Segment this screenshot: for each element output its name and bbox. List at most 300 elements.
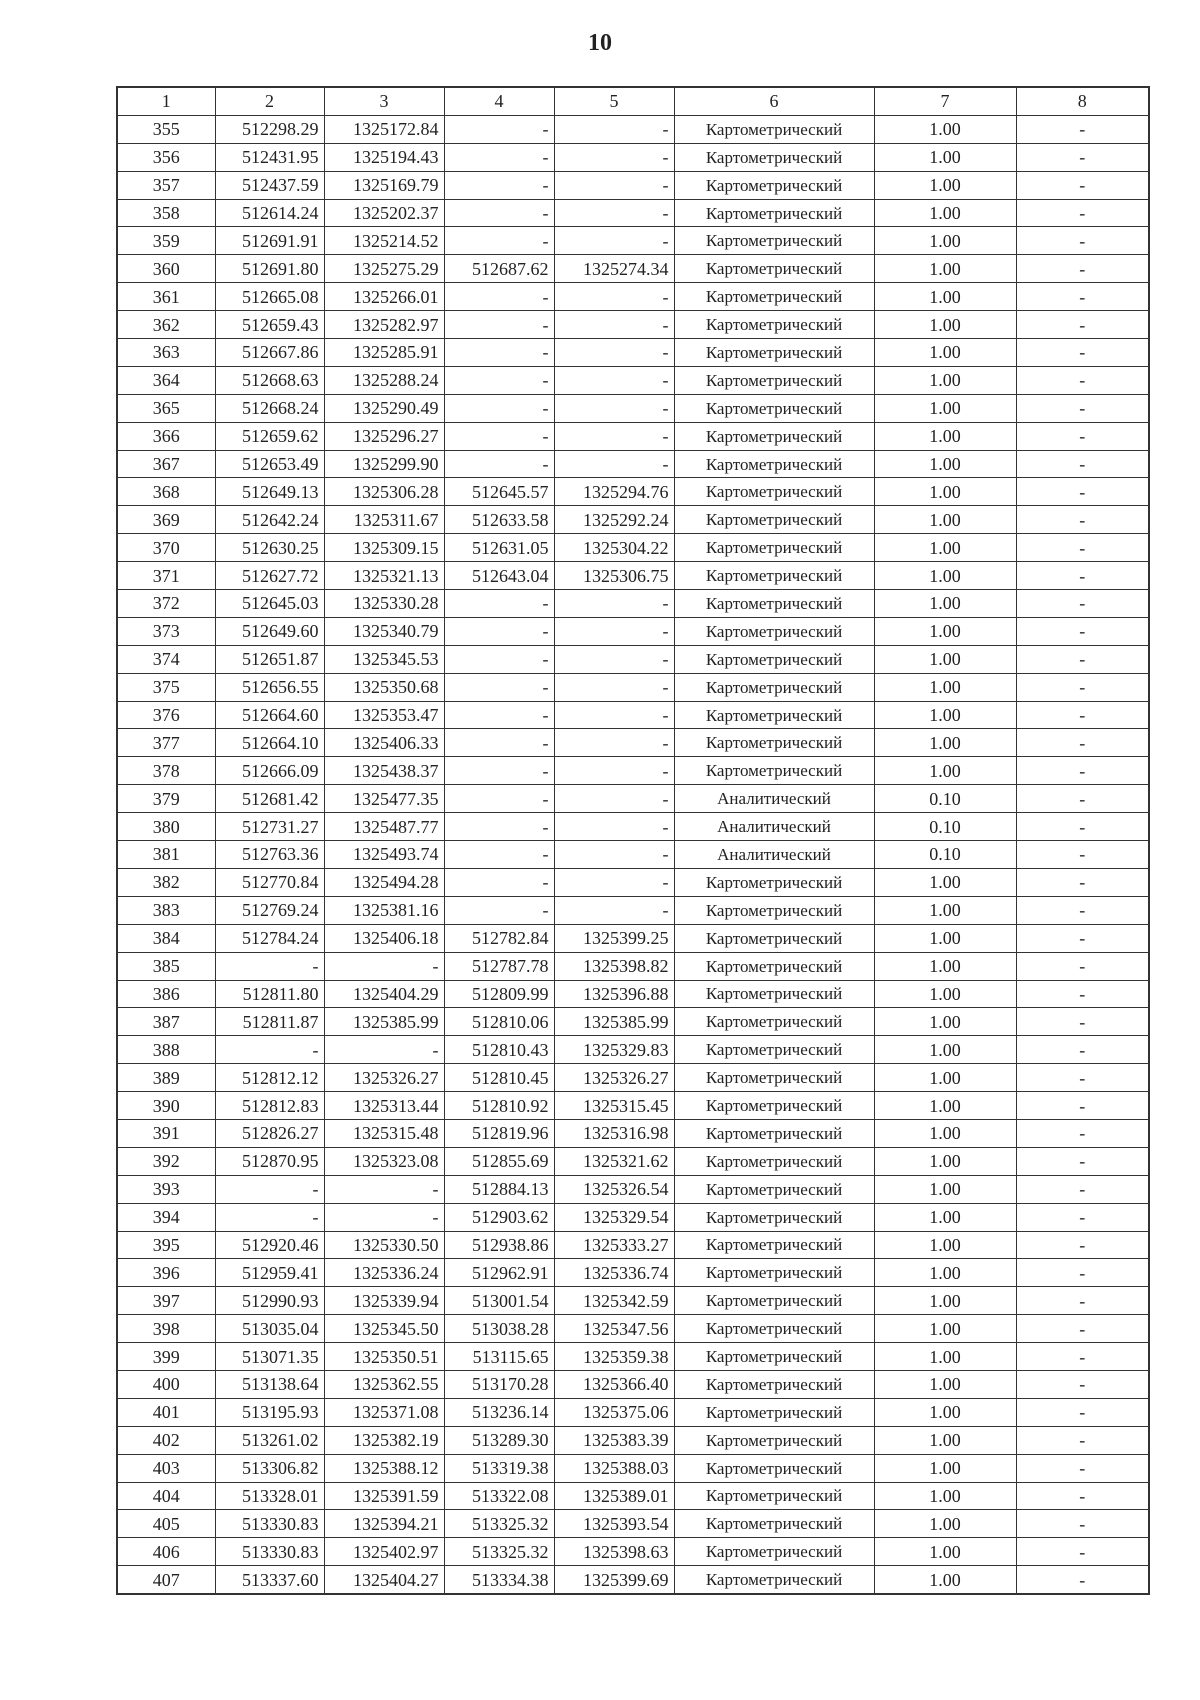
table-cell: 1.00 [874,366,1016,394]
table-cell: 512812.83 [215,1092,324,1120]
table-cell: 1.00 [874,1092,1016,1120]
table-cell: - [1016,1426,1149,1454]
table-cell: - [1016,868,1149,896]
table-cell: 1.00 [874,115,1016,143]
table-cell: 1325275.29 [324,255,444,283]
table-cell: 370 [117,534,215,562]
table-row [117,841,1149,869]
table-cell: 1325306.28 [324,478,444,506]
table-cell: 512668.63 [215,366,324,394]
table-cell: 1.00 [874,227,1016,255]
table-cell: - [1016,1259,1149,1287]
column-header: 8 [1016,87,1149,115]
table-cell: - [1016,171,1149,199]
table-cell: - [444,896,554,924]
table-cell: 512826.27 [215,1119,324,1147]
table-cell: - [444,115,554,143]
table-cell: Картометрический [674,617,874,645]
table-cell: 513319.38 [444,1454,554,1482]
table-cell: 512656.55 [215,673,324,701]
table-cell: 512666.09 [215,757,324,785]
table-cell: Картометрический [674,1398,874,1426]
table-cell: 358 [117,199,215,227]
table-row [117,813,1149,841]
table-row [117,450,1149,478]
table-cell: - [554,171,674,199]
table-cell: 362 [117,311,215,339]
table-cell: 1325194.43 [324,143,444,171]
table-cell: - [1016,1036,1149,1064]
table-cell: 1325330.50 [324,1231,444,1259]
table-cell: 513261.02 [215,1426,324,1454]
table-cell: 1.00 [874,1370,1016,1398]
table-cell: 1325304.22 [554,534,674,562]
table-row [117,311,1149,339]
table-cell: Картометрический [674,757,874,785]
table-cell: - [554,841,674,869]
table-row [117,171,1149,199]
table-cell: 512819.96 [444,1119,554,1147]
table-cell: - [1016,1538,1149,1566]
table-cell: - [554,785,674,813]
table-cell: Картометрический [674,590,874,618]
table-cell: 512920.46 [215,1231,324,1259]
table-cell: 1325214.52 [324,227,444,255]
table-cell: 1325172.84 [324,115,444,143]
table-row [117,590,1149,618]
table-row [117,143,1149,171]
table-cell: 359 [117,227,215,255]
table-cell: 512649.60 [215,617,324,645]
table-cell: - [554,645,674,673]
table-cell: 512938.86 [444,1231,554,1259]
table-row [117,868,1149,896]
table-cell: 1325169.79 [324,171,444,199]
table-cell: - [554,868,674,896]
table-row [117,199,1149,227]
table-cell: 1325404.27 [324,1566,444,1594]
table-cell: 361 [117,283,215,311]
table-cell: 1325321.62 [554,1147,674,1175]
table-cell: - [1016,1064,1149,1092]
table-cell: - [554,813,674,841]
table-cell: - [1016,227,1149,255]
table-cell: Картометрический [674,701,874,729]
table-cell: 1.00 [874,980,1016,1008]
table-cell: Картометрический [674,115,874,143]
table-cell: - [444,868,554,896]
table-cell: 1325315.48 [324,1119,444,1147]
table-cell: 391 [117,1119,215,1147]
table-cell: 1.00 [874,143,1016,171]
table-cell: 355 [117,115,215,143]
table-cell: 1325326.27 [324,1064,444,1092]
table-cell: 1325321.13 [324,562,444,590]
column-header: 3 [324,87,444,115]
table-cell: 384 [117,924,215,952]
table-cell: 512787.78 [444,952,554,980]
table-cell: 512431.95 [215,143,324,171]
table-cell: 1325336.24 [324,1259,444,1287]
table-cell: 1325288.24 [324,366,444,394]
table-cell: 1325396.88 [554,980,674,1008]
table-cell: - [554,729,674,757]
table-row [117,701,1149,729]
table-cell: 378 [117,757,215,785]
table-cell: 365 [117,394,215,422]
table-cell: 512810.92 [444,1092,554,1120]
table-cell: 512659.62 [215,422,324,450]
table-cell: Картометрический [674,1426,874,1454]
table-cell: - [324,1175,444,1203]
table-cell: Картометрический [674,896,874,924]
table-cell: 1.00 [874,1426,1016,1454]
table-cell: 1325366.40 [554,1370,674,1398]
table-cell: Аналитический [674,841,874,869]
table-cell: 1325389.01 [554,1482,674,1510]
table-cell: - [1016,924,1149,952]
table-cell: 512667.86 [215,339,324,367]
table-cell: Картометрический [674,199,874,227]
table-cell: 395 [117,1231,215,1259]
table-cell: - [444,339,554,367]
table-cell: 513328.01 [215,1482,324,1510]
table-cell: - [444,450,554,478]
table-cell: 1.00 [874,896,1016,924]
table-cell: 1.00 [874,1175,1016,1203]
table-cell: 1.00 [874,1008,1016,1036]
table-cell: Картометрический [674,366,874,394]
table-row [117,255,1149,283]
table-cell: - [1016,1343,1149,1371]
table-row [117,1036,1149,1064]
table-cell: 512664.10 [215,729,324,757]
table-cell: 1.00 [874,1566,1016,1594]
table-cell: - [1016,255,1149,283]
table-cell: 389 [117,1064,215,1092]
table-cell: 1325402.97 [324,1538,444,1566]
table-cell: - [554,757,674,785]
table-row [117,952,1149,980]
table-cell: - [1016,1203,1149,1231]
table-cell: 1.00 [874,1287,1016,1315]
table-cell: Картометрический [674,1538,874,1566]
table-cell: 512884.13 [444,1175,554,1203]
table-cell: 1325477.35 [324,785,444,813]
table-cell: - [1016,283,1149,311]
table-cell: - [1016,1008,1149,1036]
table-cell: - [1016,506,1149,534]
table-cell: 1325406.33 [324,729,444,757]
table-cell: Картометрический [674,506,874,534]
table-cell: - [554,590,674,618]
table-cell: 1325266.01 [324,283,444,311]
table-cell: Картометрический [674,422,874,450]
table-cell: 512649.13 [215,478,324,506]
table-cell: 1.00 [874,1510,1016,1538]
table-cell: - [444,199,554,227]
table-cell: 369 [117,506,215,534]
table-cell: 512769.24 [215,896,324,924]
table-cell: - [554,339,674,367]
table-cell: 1.00 [874,1064,1016,1092]
table-cell: - [1016,980,1149,1008]
table-cell: 356 [117,143,215,171]
table-cell: - [1016,590,1149,618]
table-cell: - [444,673,554,701]
table-cell: Картометрический [674,673,874,701]
table-cell: 1325398.82 [554,952,674,980]
table-row [117,1231,1149,1259]
table-cell: - [444,729,554,757]
table-cell: 1.00 [874,171,1016,199]
table-row [117,422,1149,450]
table-cell: Картометрический [674,868,874,896]
table-cell: - [554,394,674,422]
table-cell: Картометрический [674,283,874,311]
table-cell: 512631.05 [444,534,554,562]
table-cell: 403 [117,1454,215,1482]
table-cell: - [444,757,554,785]
table-cell: - [1016,562,1149,590]
table-cell: - [1016,199,1149,227]
table-cell: - [1016,1315,1149,1343]
table-cell: 1325388.03 [554,1454,674,1482]
table-cell: 1.00 [874,394,1016,422]
table-cell: 1325292.24 [554,506,674,534]
table-cell: 1.00 [874,757,1016,785]
table-row [117,1510,1149,1538]
table-cell: - [444,841,554,869]
table-cell: Картометрический [674,339,874,367]
column-header: 1 [117,87,215,115]
table-cell: 1325350.68 [324,673,444,701]
table-cell: 512630.25 [215,534,324,562]
table-cell: - [444,283,554,311]
table-cell: 513289.30 [444,1426,554,1454]
table-cell: - [1016,1119,1149,1147]
table-cell: 363 [117,339,215,367]
table-cell: 512812.12 [215,1064,324,1092]
table-cell: Картометрический [674,255,874,283]
table-cell: 0.10 [874,785,1016,813]
table-row [117,1092,1149,1120]
table-cell: 512903.62 [444,1203,554,1231]
table-cell: - [1016,1398,1149,1426]
table-row [117,1426,1149,1454]
table-cell: 1325399.25 [554,924,674,952]
table-cell: 366 [117,422,215,450]
table-cell: 1325299.90 [324,450,444,478]
table-cell: 1325306.75 [554,562,674,590]
table-cell: 513035.04 [215,1315,324,1343]
column-header: 7 [874,87,1016,115]
table-cell: 371 [117,562,215,590]
table-cell: - [1016,1370,1149,1398]
table-cell: 1.00 [874,534,1016,562]
table-row [117,980,1149,1008]
table-cell: - [1016,757,1149,785]
table-cell: 1325316.98 [554,1119,674,1147]
table-cell: 1325315.45 [554,1092,674,1120]
table-cell: - [1016,1092,1149,1120]
table-cell: 1.00 [874,1454,1016,1482]
table-cell: 1325388.12 [324,1454,444,1482]
table-cell: 513306.82 [215,1454,324,1482]
table-cell: - [1016,813,1149,841]
table-cell: 402 [117,1426,215,1454]
table-cell: 1325375.06 [554,1398,674,1426]
table-cell: 404 [117,1482,215,1510]
table-cell: 1.00 [874,952,1016,980]
table-cell: 1325326.27 [554,1064,674,1092]
table-cell: Картометрический [674,1147,874,1175]
table-cell: 513330.83 [215,1510,324,1538]
table-cell: - [554,617,674,645]
table-cell: 1325350.51 [324,1343,444,1371]
table-cell: 397 [117,1287,215,1315]
table-cell: 512298.29 [215,115,324,143]
table-cell: 512962.91 [444,1259,554,1287]
table-row [117,506,1149,534]
table-cell: - [324,1036,444,1064]
table-cell: Аналитический [674,785,874,813]
table-cell: 1325383.39 [554,1426,674,1454]
table-cell: Картометрический [674,1203,874,1231]
table-cell: 1325296.27 [324,422,444,450]
table-row [117,227,1149,255]
table-cell: - [1016,311,1149,339]
table-cell: 381 [117,841,215,869]
table-cell: 396 [117,1259,215,1287]
table-cell: - [444,366,554,394]
table-cell: - [1016,1147,1149,1175]
table-cell: 368 [117,478,215,506]
table-cell: 1.00 [874,1398,1016,1426]
table-row [117,673,1149,701]
table-cell: 0.10 [874,841,1016,869]
table-cell: - [1016,896,1149,924]
table-cell: 1.00 [874,1147,1016,1175]
table-cell: 1.00 [874,255,1016,283]
table-cell: 512645.57 [444,478,554,506]
table-cell: 512687.62 [444,255,554,283]
table-cell: 513170.28 [444,1370,554,1398]
table-cell: 1325323.08 [324,1147,444,1175]
table-cell: - [1016,115,1149,143]
table-cell: Картометрический [674,1287,874,1315]
table-cell: 1325438.37 [324,757,444,785]
column-header: 6 [674,87,874,115]
table-row [117,534,1149,562]
table-cell: 390 [117,1092,215,1120]
table-row [117,1064,1149,1092]
table-cell: - [1016,534,1149,562]
table-row [117,1343,1149,1371]
column-header: 5 [554,87,674,115]
table-cell: 1.00 [874,1036,1016,1064]
table-body [117,87,1149,1594]
table-cell: - [554,143,674,171]
table-cell: 1325345.53 [324,645,444,673]
table-cell: 512681.42 [215,785,324,813]
table-cell: 1.00 [874,645,1016,673]
table-cell: Картометрический [674,1566,874,1594]
table-cell: 380 [117,813,215,841]
table-cell: - [215,1203,324,1231]
table-row [117,729,1149,757]
table-cell: 512870.95 [215,1147,324,1175]
table-cell: 388 [117,1036,215,1064]
table-row [117,366,1149,394]
table-row [117,562,1149,590]
table-row [117,1175,1149,1203]
table-cell: - [1016,143,1149,171]
table-cell: 1325391.59 [324,1482,444,1510]
table-cell: - [1016,1454,1149,1482]
table-cell: - [444,394,554,422]
table-cell: 1.00 [874,673,1016,701]
table-cell: Картометрический [674,1036,874,1064]
table-cell: 1325381.16 [324,896,444,924]
table-cell: 1.00 [874,1259,1016,1287]
table-cell: 1325394.21 [324,1510,444,1538]
table-row [117,896,1149,924]
table-cell: Аналитический [674,813,874,841]
table-cell: 1325336.74 [554,1259,674,1287]
table-cell: - [554,366,674,394]
table-cell: 512770.84 [215,868,324,896]
table-cell: - [1016,478,1149,506]
table-cell: 1.00 [874,422,1016,450]
table-cell: - [444,422,554,450]
table-cell: 1.00 [874,729,1016,757]
table-cell: Картометрический [674,1092,874,1120]
table-cell: 512810.45 [444,1064,554,1092]
table-cell: 1.00 [874,1482,1016,1510]
table-cell: 1325404.29 [324,980,444,1008]
table-cell: - [324,1203,444,1231]
table-cell: 1.00 [874,1343,1016,1371]
table-cell: 1.00 [874,199,1016,227]
table-row [117,1370,1149,1398]
table-cell: - [554,227,674,255]
table-cell: 512627.72 [215,562,324,590]
table-cell: - [1016,673,1149,701]
table-cell: Картометрический [674,1510,874,1538]
table-cell: 513236.14 [444,1398,554,1426]
table-cell: 513138.64 [215,1370,324,1398]
table-cell: 1325494.28 [324,868,444,896]
table-cell: 1325362.55 [324,1370,444,1398]
table-cell: - [1016,729,1149,757]
table-cell: Картометрический [674,1343,874,1371]
table-cell: 512651.87 [215,645,324,673]
table-cell: - [1016,617,1149,645]
table-cell: 513115.65 [444,1343,554,1371]
table-cell: - [1016,1175,1149,1203]
table-cell: 512811.87 [215,1008,324,1036]
table-cell: 1325311.67 [324,506,444,534]
table-cell: 1.00 [874,478,1016,506]
table-row [117,478,1149,506]
table-cell: 512811.80 [215,980,324,1008]
table-cell: 1325340.79 [324,617,444,645]
table-cell: 1.00 [874,283,1016,311]
table-cell: - [444,143,554,171]
table-cell: 406 [117,1538,215,1566]
table-cell: 1325345.50 [324,1315,444,1343]
